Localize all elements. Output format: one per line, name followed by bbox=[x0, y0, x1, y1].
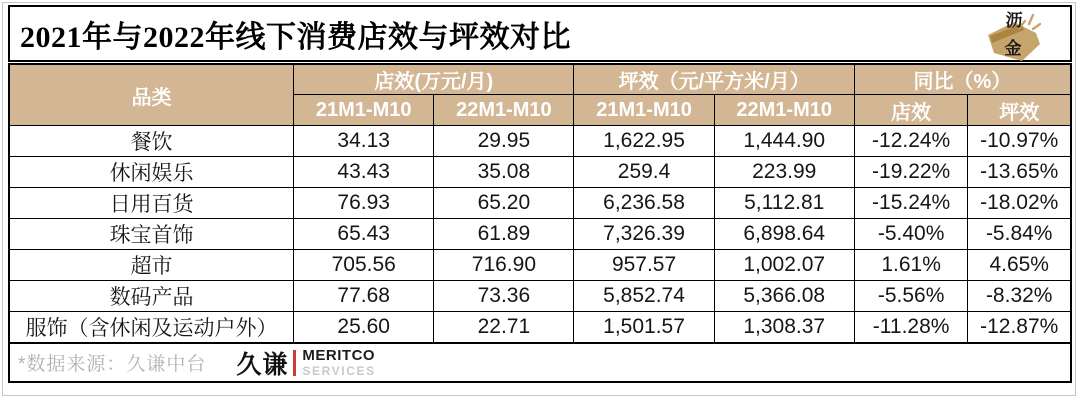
value-cell: 1,308.37 bbox=[714, 312, 854, 344]
table-body bbox=[9, 126, 1071, 344]
value-cell: -8.32% bbox=[968, 281, 1071, 312]
category-cell: 餐饮 bbox=[9, 126, 294, 157]
logo-char-2: 金 bbox=[1004, 39, 1022, 58]
category-cell: 日用百货 bbox=[9, 188, 294, 219]
value-cell: 5,852.74 bbox=[574, 281, 714, 312]
value-cell: 1,444.90 bbox=[714, 126, 854, 157]
category-cell: 服饰（含休闲及运动户外） bbox=[9, 312, 294, 344]
meritco-logo-cn: 久谦 bbox=[236, 350, 289, 379]
header-group-store-efficiency: 店效(万元/月) bbox=[294, 64, 574, 95]
value-cell: 65.20 bbox=[434, 188, 574, 219]
value-cell: 7,326.39 bbox=[574, 219, 714, 250]
subheader-yoy-store: 店效 bbox=[854, 95, 968, 126]
data-source-note: *数据来源：久谦中台 bbox=[18, 354, 207, 375]
value-cell: 22.71 bbox=[434, 312, 574, 344]
value-cell: 77.68 bbox=[294, 281, 434, 312]
page-title: 2021年与2022年线下消费店效与坪效对比 bbox=[20, 20, 571, 54]
value-cell: 705.56 bbox=[294, 250, 434, 281]
value-cell: 5,366.08 bbox=[714, 281, 854, 312]
category-cell: 休闲娱乐 bbox=[9, 157, 294, 188]
value-cell: 29.95 bbox=[434, 126, 574, 157]
value-cell: 43.43 bbox=[294, 157, 434, 188]
table-row bbox=[9, 250, 1071, 281]
meritco-logo-en bbox=[302, 348, 375, 377]
value-cell: 4.65% bbox=[968, 250, 1071, 281]
header-group-floor-efficiency: 坪效（元/平方米/月） bbox=[574, 64, 854, 95]
meritco-logo-en-line1: MERITCO bbox=[302, 347, 376, 364]
table-row bbox=[9, 157, 1071, 188]
value-cell: -19.22% bbox=[854, 157, 968, 188]
comparison-table bbox=[8, 63, 1072, 344]
value-cell: 34.13 bbox=[294, 126, 434, 157]
value-cell: 73.36 bbox=[434, 281, 574, 312]
value-cell: 5,112.81 bbox=[714, 188, 854, 219]
value-cell: 1,622.95 bbox=[574, 126, 714, 157]
header-group-yoy: 同比（%） bbox=[854, 64, 1071, 95]
meritco-logo bbox=[236, 345, 375, 381]
value-cell: -5.84% bbox=[968, 219, 1071, 250]
table-header bbox=[9, 64, 1071, 126]
subheader-floor-22: 22M1-M10 bbox=[714, 95, 854, 126]
value-cell: -10.97% bbox=[968, 126, 1071, 157]
infographic bbox=[8, 5, 1072, 383]
subheader-store-22: 22M1-M10 bbox=[434, 95, 574, 126]
table-row bbox=[9, 281, 1071, 312]
value-cell: 25.60 bbox=[294, 312, 434, 344]
meritco-logo-divider bbox=[293, 350, 296, 376]
value-cell: 61.89 bbox=[434, 219, 574, 250]
value-cell: -5.56% bbox=[854, 281, 968, 312]
value-cell: 1.61% bbox=[854, 250, 968, 281]
value-cell: 957.57 bbox=[574, 250, 714, 281]
value-cell: 223.99 bbox=[714, 157, 854, 188]
value-cell: -12.24% bbox=[854, 126, 968, 157]
value-cell: -11.28% bbox=[854, 312, 968, 344]
category-cell: 珠宝首饰 bbox=[9, 219, 294, 250]
category-cell: 超市 bbox=[9, 250, 294, 281]
value-cell: 6,236.58 bbox=[574, 188, 714, 219]
value-cell: -5.40% bbox=[854, 219, 968, 250]
value-cell: 1,501.57 bbox=[574, 312, 714, 344]
table-row bbox=[9, 188, 1071, 219]
value-cell: 716.90 bbox=[434, 250, 574, 281]
value-cell: -12.87% bbox=[968, 312, 1071, 344]
title-bar bbox=[8, 5, 1072, 62]
value-cell: -15.24% bbox=[854, 188, 968, 219]
value-cell: 6,898.64 bbox=[714, 219, 854, 250]
category-cell: 数码产品 bbox=[9, 281, 294, 312]
subheader-yoy-floor: 坪效 bbox=[968, 95, 1071, 126]
value-cell: 1,002.07 bbox=[714, 250, 854, 281]
value-cell: 35.08 bbox=[434, 157, 574, 188]
lijin-logo bbox=[978, 9, 1050, 63]
value-cell: 259.4 bbox=[574, 157, 714, 188]
value-cell: 65.43 bbox=[294, 219, 434, 250]
subheader-store-21: 21M1-M10 bbox=[294, 95, 434, 126]
header-category: 品类 bbox=[9, 64, 294, 126]
footer-bar bbox=[8, 344, 1072, 383]
value-cell: 76.93 bbox=[294, 188, 434, 219]
table-row bbox=[9, 312, 1071, 344]
table-row bbox=[9, 126, 1071, 157]
value-cell: -13.65% bbox=[968, 157, 1071, 188]
meritco-logo-en-line2: SERVICES bbox=[302, 364, 376, 378]
table-row bbox=[9, 219, 1071, 250]
value-cell: -18.02% bbox=[968, 188, 1071, 219]
logo-char-1: 沥 bbox=[1005, 11, 1023, 30]
subheader-floor-21: 21M1-M10 bbox=[574, 95, 714, 126]
